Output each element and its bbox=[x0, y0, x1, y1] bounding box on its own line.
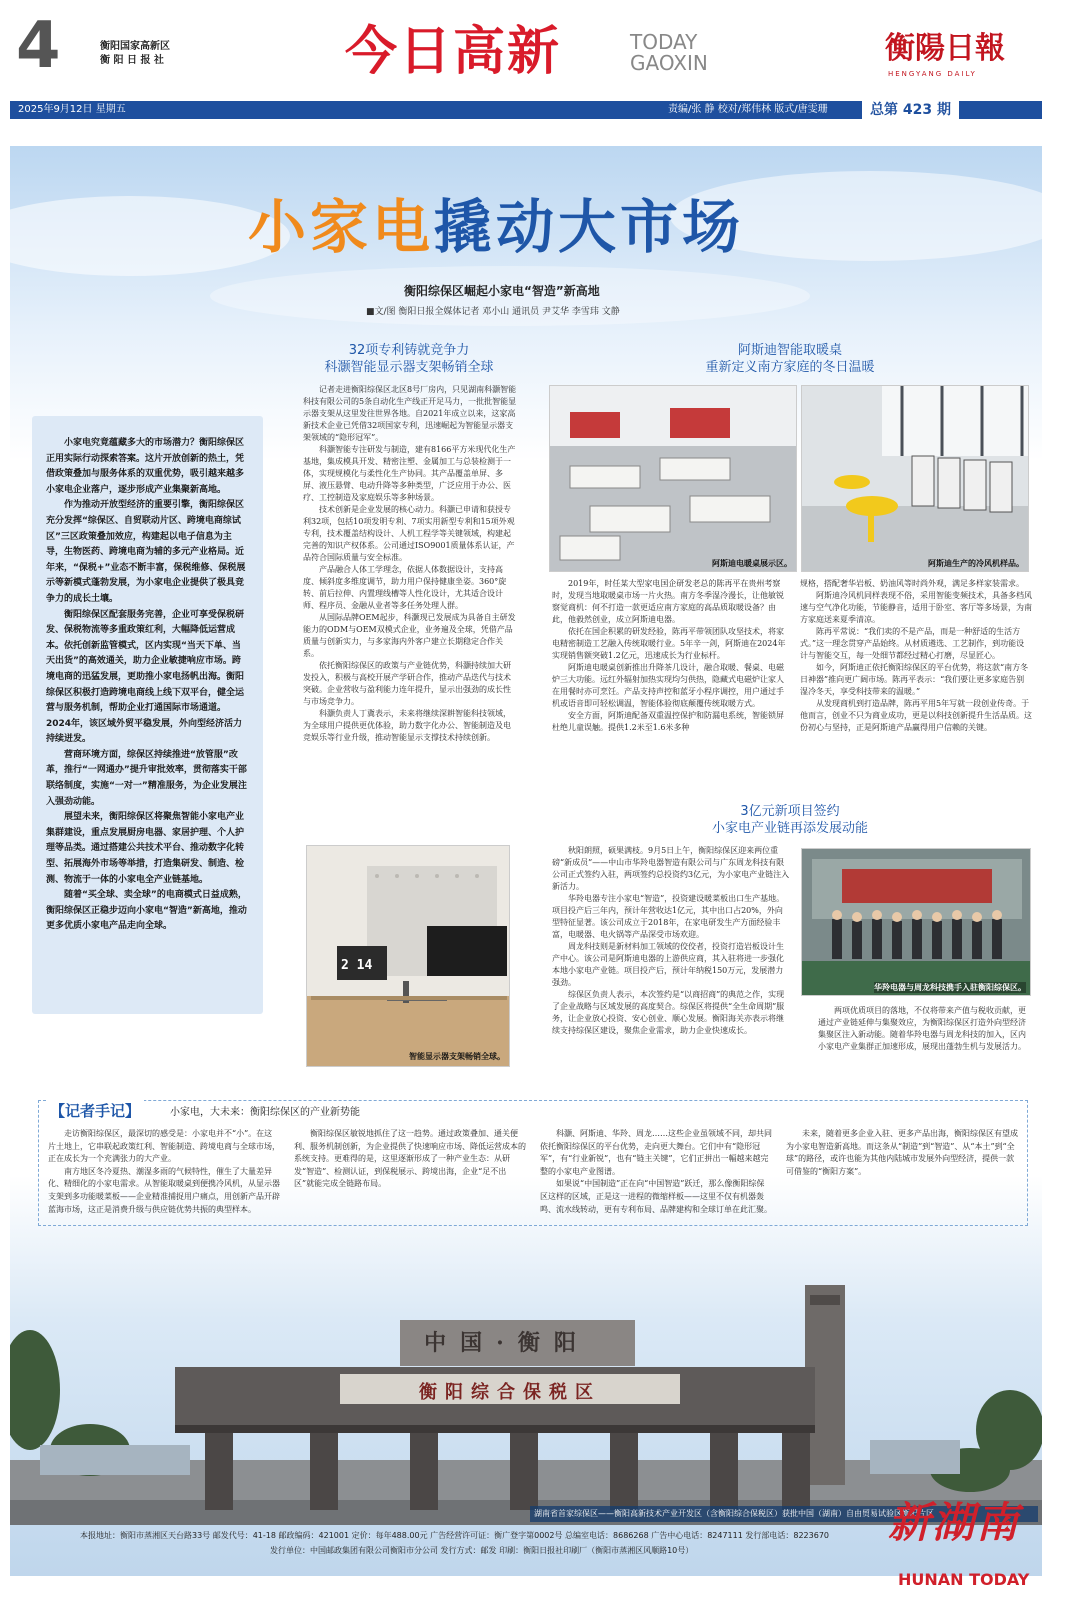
notes-paragraph: 未来，随着更多企业入驻、更多产品出海，衡阳综保区有望成为小家电智造新高地。而这条从“制造”到“智造”、从“本土”到“全球”的路径，或许也能为其他内陆城市发展外向型经济，提供一款可借鉴的“衡阳方案”。 bbox=[786, 1129, 1018, 1176]
notes-column-3 bbox=[540, 1128, 772, 1220]
section-3-body-right bbox=[818, 1005, 1032, 1071]
section-2-subtitle: 重新定义南方家庭的冬日温暖 bbox=[705, 360, 875, 375]
article-paragraph: 陈再平常说：“我们卖的不是产品，而是一种舒适的生活方式。”这一理念贯穿产品始终。从材质遴选、工艺制作，到功能设计与智能交互，每一处细节都经过精心打磨，尽显匠心。 bbox=[800, 627, 1025, 660]
brand-en-line-2: GAOXIN bbox=[630, 51, 708, 75]
intro-paragraph: 随着“买全球、卖全球”的电商模式日益成熟，衡阳综保区正稳步迈向小家电“智造”新高地，推动更多优质小家电产品走向全球。 bbox=[46, 890, 247, 932]
article-paragraph: 2019年，时任某大型家电国企研发老总的陈再平在贵州考察时，发现当地取暖桌市场一片火热。南方冬季湿冷漫长，让他敏锐察觉商机：何不打造一款更适应南方家庭的高品质取暖设备？由此，他毅然创业，成立阿斯迪电器。 bbox=[552, 579, 784, 624]
notes-paragraph: 衡阳综保区敏锐地抓住了这一趋势。通过政策叠加、通关便利、服务机制创新，为企业提供了快速响应市场、降低运营成本的系统支持。更难得的是，这里逐渐形成了一种产业生态：从研发“智造”、检测认证，到保税展示、跨境出海，企业“足不出区”就能完成全链路布局。 bbox=[294, 1129, 526, 1189]
gate-main-sign: 衡阳综合保税区 bbox=[419, 1382, 601, 1403]
byline: ■文/图 衡阳日报全媒体记者 邓小山 通讯员 尹艾华 李雪玮 文静 bbox=[366, 307, 620, 317]
article-paragraph: 周龙科技则是新材料加工领域的佼佼者，投资打造岩板设计生产中心。该公司是阿斯迪电器的上游供应商，其入驻将进一步强化本地小家电产业链。项目投产后，预计年纳税150万元，发展潜力强劲。 bbox=[552, 942, 784, 987]
article-paragraph: 技术创新是企业发展的核心动力。科灏已申请和获授专利32项，包括10项发明专利、7项实用新型专利和15项外观专利，技术覆盖结构设计、人机工程学等关键领域，构建起完善的知识产权体系。公司通过ISO9001质量体系认证，产品符合国际质量与安全标准。 bbox=[303, 505, 515, 562]
notes-paragraph: 如果说“中国制造”正在向“中国智造”跃迁，那么像衡阳综保区这样的区域，正是这一进程的微缩样板——这里不仅有机器轰鸣、流水线转动，更有专利布局、品牌建构和全球订单在此汇聚。 bbox=[540, 1179, 772, 1214]
gate-top-sign: 中国·衡阳 bbox=[424, 1330, 590, 1356]
photo-caption: 智能显示器支架畅销全球。 bbox=[409, 1052, 505, 1061]
signing-ceremony-illustration bbox=[802, 849, 1031, 996]
article-paragraph: 如今，阿斯迪正依托衡阳综保区的平台优势，将这款“南方冬日神器”推向更广阔市场。陈再平表示：“我们要让更多家庭告别湿冷冬天，享受科技带来的温暖。” bbox=[800, 663, 1029, 696]
article-paragraph: 依托在国企积累的研发经验，陈再平带领团队攻坚技术，将家电精密制造工艺融入传统取暖行业。5年辛一剑，阿斯迪在2024年实现销售额突破1.2亿元，迅速成长为行业标杆。 bbox=[552, 627, 786, 660]
headline-part-2: 撬动大市场 bbox=[434, 193, 745, 261]
newspaper-logo: 衡陽日報 bbox=[885, 31, 1005, 66]
photo-caption: 阿斯迪电暖桌展示区。 bbox=[712, 559, 792, 568]
article-paragraph: 华羚电器专注小家电“智造”，投资建设暖菜板出口生产基地。项目投产后三年内，预计年营收达1亿元，其中出口占20%，外向型特征显著。该公司成立于2018年，在家电研发生产方面经验丰富，电暖器、电火锅等产品深受市场欢迎。 bbox=[552, 894, 785, 939]
footer-line-1: 本报地址：衡阳市蒸湘区天台路33号 邮发代号：41-18 邮政编码：421001 定价：每年488.00元 广告经营许可证：衡广登字第0002号 总编室电话：8686268 广告中心电话：8247111 发行部电话：8223670 bbox=[80, 1531, 829, 1540]
intro-paragraph: 作为推动开放型经济的重要引擎，衡阳综保区充分发挥“综保区、自贸联动片区、跨境电商综试区”三区政策叠加效应，构建起以电子信息为主导，生物医药、跨境电商为辅的多元产业格局。近年来，“保税+”业态不断丰富，保税维修、保税展示等新模式蓬勃发展，为小家电企业提供了极具竞争力的成长土壤。 bbox=[46, 500, 246, 604]
section-3-body-left bbox=[552, 845, 790, 1065]
section-2-heading bbox=[660, 342, 920, 376]
air-cooler-photo bbox=[801, 385, 1029, 572]
watermark-logo: 新湖南 bbox=[888, 1498, 1021, 1547]
intro-paragraph: 营商环境方面，综保区持续推进“放管服”改革，推行“一网通办”提升审批效率，贯彻落实干部联络制度，实施“一对一”精准服务，为企业发展注入强劲动能。 bbox=[46, 749, 247, 807]
article-paragraph: 阿斯迪冷风机同样表现不俗，采用智能变频技术，具备多档风速与空气净化功能，节能静音，适用于卧室、客厅等多场景，为南方家庭送来夏季清凉。 bbox=[800, 591, 1032, 624]
brand-en-line-1: TODAY bbox=[630, 30, 698, 54]
monitor-stand-photo bbox=[306, 845, 510, 1067]
section-2-body-right bbox=[800, 578, 1032, 778]
article-paragraph: 两项优质项目的落地，不仅将带来产值与税收贡献，更通过产业链延伸与集聚效应，为衡阳综保区打造外向型经济集聚区注入新动能。随着华羚电器与周龙科技的加入，区内小家电产业集群正加速形成，展现出蓬勃生机与发展活力。 bbox=[818, 1006, 1026, 1051]
section-brand-title: 今日高新 bbox=[345, 22, 562, 82]
article-paragraph: 安全方面，阿斯迪配备双重温控保护和防漏电系统，智能锁屏杜绝儿童误触。提供1.2米至1.6米多种 bbox=[552, 711, 784, 732]
page-number: 4 bbox=[16, 9, 61, 83]
section-2-body-left bbox=[552, 578, 790, 778]
heating-table-showroom-photo bbox=[549, 385, 797, 572]
date-bar bbox=[10, 101, 1042, 119]
article-paragraph: 依托衡阳综保区的政策与产业链优势，科灏持续加大研发投入，积极与高校开展产学研合作，推动产品迭代与技术突破。企业营收与盈利能力连年提升，显示出强劲的成长性与市场竞争力。 bbox=[303, 661, 511, 706]
photo-caption: 华羚电器与周龙科技携手入驻衡阳综保区。 bbox=[874, 983, 1026, 992]
issue-date: 2025年9月12日 星期五 bbox=[18, 104, 126, 115]
air-cooler-illustration bbox=[802, 386, 1029, 572]
reporter-notes-label: 【记者手记】 bbox=[46, 1100, 144, 1121]
article-paragraph: 从发现商机到打造品牌，陈再平用5年写就一段创业传奇。于他而言，创业不只为商业成功，更是以科技创新提升生活品质。这份初心与坚持，正是阿斯迪产品赢得用户信赖的关键。 bbox=[800, 699, 1032, 732]
signing-ceremony-photo bbox=[801, 848, 1031, 996]
section-3-heading bbox=[680, 803, 900, 837]
footer-line-2: 发行单位：中国邮政集团有限公司衡阳市分公司 发行方式：邮发 印刷：衡阳日报社印刷厂（衡阳市蒸湘区风顺路10号） bbox=[270, 1546, 694, 1555]
intro-box bbox=[32, 416, 263, 1014]
watermark-english: HUNAN TODAY bbox=[898, 1570, 1030, 1589]
gate-photo-caption: 湖南省首家综保区——衡阳高新技术产业开发区（含衡阳综合保税区）获批中国（湖南）自由贸易试验区衡阳片区 bbox=[530, 1506, 1038, 1522]
notes-paragraph: 走访衡阳综保区，最深切的感受是：小家电并不“小”。在这片土地上，它串联起政策红利、智能制造、跨境电商与全球市场，正在成长为一个充满张力的大产业。 bbox=[48, 1129, 280, 1164]
monitor-stand-illustration bbox=[307, 846, 510, 1067]
org-line-2: 衡 阳 日 报 社 bbox=[100, 55, 164, 66]
section-1-body bbox=[303, 384, 517, 830]
article-paragraph: 阿斯迪电暖桌创新推出升降茶几设计，融合取暖、餐桌、电磁炉三大功能。远红外辐射加热实现均匀供热，隐藏式电磁炉让家人在用餐时亦可烹饪。产品支持声控和蓝牙小程序调控，用户通过手机或语音即可轻松调温，智能体验彻底颠覆传统取暖方式。 bbox=[552, 663, 784, 708]
intro-paragraph: 展望未来，衡阳综保区将聚焦智能小家电产业集群建设，重点发展厨房电器、家居护理、个人护理等品类。通过搭建公共技术平台、推动数字化转型、拓展海外市场等举措，打造集研发、制造、检测、物流于一体的小家电全产业链基地。 bbox=[46, 812, 245, 885]
article-paragraph: 规格，搭配奢华岩板、奶油风等时尚外观，满足多样家装需求。 bbox=[800, 579, 1024, 588]
article-paragraph: 产品融合人体工学理念，依据人体数据设计，支持高度、倾斜度多维度调节，助力用户保持健康坐姿。360°旋转、前后拉伸、内置理线槽等人性化设计，尤其适合设计师、程序员、金融从业者等多任务处理人群。 bbox=[303, 565, 507, 610]
intro-paragraph: 衡阳综保区配套服务完善，企业可享受保税研发、保税物流等多重政策红利，大幅降低运营成本。依托创新监管模式，区内实现“当天下单、当天出货”的高效通关，助力企业敏捷响应市场。跨境电商的迅猛发展，更助推小家电扬帆出海。衡阳综保区积极打造跨境电商线上线下双平台，健全运营与服务机制，帮助企业打通国际市场通道。2024年，该区域外贸平稳发展，外向型经济活力持续迸发。 bbox=[46, 609, 245, 745]
showroom-illustration bbox=[550, 386, 797, 572]
reporter-notes-subtitle: 小家电，大未来：衡阳综保区的产业新势能 bbox=[170, 1107, 360, 1118]
headline-part-1: 小家电 bbox=[248, 193, 435, 261]
article-paragraph: 从国际品牌OEM起步，科灏现已发展成为具备自主研发能力的ODM与OEM双模式企业，业务遍及全球，凭借产品质量与创新实力，与多家海内外客户建立长期稳定合作关系。 bbox=[303, 613, 516, 658]
photo-caption: 阿斯迪生产的冷风机样品。 bbox=[928, 559, 1024, 568]
clock-display: 2 14 bbox=[341, 958, 373, 973]
article-paragraph: 记者走进衡阳综保区北区8号厂房内，只见湖南科灏智能科技有限公司的5条自动化生产线正开足马力，一批批智能显示器支架从这里发往世界各地。自2021年成立以来，这家高新技术企业已凭借32项国家专利，迅速崛起为智能显示器支架领域的“隐形冠军”。 bbox=[303, 385, 517, 442]
notes-column-4 bbox=[786, 1128, 1022, 1220]
article-paragraph: 科灏智能专注研发与制造，建有8166平方米现代化生产基地，集成模具开发、精密注塑、金属加工与总装检测于一体，实现规模化与柔性化生产协同。其产品覆盖单屏、多屏、液压悬臂、电动升降等多种类型，广泛应用于办公、医疗、工控制造及家庭娱乐等多种场景。 bbox=[303, 445, 516, 502]
editorial-staff: 责编/张 静 校对/郑伟林 版式/唐雯珊 bbox=[668, 104, 828, 115]
section-3-title: 3亿元新项目签约 bbox=[740, 804, 840, 819]
notes-column-1 bbox=[48, 1128, 280, 1220]
feature-headline bbox=[248, 193, 745, 261]
section-brand-english bbox=[630, 32, 708, 74]
section-1-title: 32项专利铸就竞争力 bbox=[348, 343, 470, 358]
section-2-title: 阿斯迪智能取暖桌 bbox=[737, 343, 842, 358]
section-1-subtitle: 科灏智能显示器支架畅销全球 bbox=[324, 360, 494, 375]
notes-paragraph: 南方地区冬冷夏热、潮湿多雨的气候特性，催生了大量差异化、精细化的小家电需求。从智能取暖桌到便携冷风机，从显示器支架到多功能暖菜板——企业精准捕捉用户痛点，用创新产品开辟蓝海市场，这正是消费升级与供应链优势共振的典型样本。 bbox=[48, 1166, 280, 1214]
section-3-subtitle: 小家电产业链再添发展动能 bbox=[711, 821, 868, 836]
article-paragraph: 综保区负责人表示，本次签约是“以商招商”的典范之作，实现了企业战略与区域发展的高度契合。综保区将提供“全生命周期”服务，让企业放心投资、安心创业、顺心发展。衡阳海关亦表示将继续支持综保区建设，聚焦企业需求，助力企业快速成长。 bbox=[552, 990, 785, 1035]
section-1-heading bbox=[300, 342, 518, 376]
publisher-info bbox=[100, 40, 170, 68]
notes-column-2 bbox=[294, 1128, 526, 1220]
newspaper-logo-english: HENGYANG DAILY bbox=[888, 70, 977, 78]
notes-paragraph: 科灏、阿斯迪、华羚、周龙……这些企业虽领域不同，却共同依托衡阳综保区的平台优势，走向更大舞台。它们中有“隐形冠军”，有“行业新锐”，也有“链主关键”，它们正拼出一幅越来越完整的小家电产业图谱。 bbox=[540, 1129, 772, 1176]
article-paragraph: 秋阳朗照，硕果满枝。9月5日上午，衡阳综保区迎来两位重磅“新成员”——中山市华羚电器智造有限公司与广东周龙科技有限公司正式签约入驻，两项签约总投资约3亿元，为小家电产业链注入新活力。 bbox=[552, 846, 790, 891]
org-line-1: 衡阳国家高新区 bbox=[100, 41, 170, 52]
feature-subheadline: 衡阳综保区崛起小家电“智造”新高地 bbox=[404, 284, 600, 298]
issue-number: 总第 423 期 bbox=[862, 101, 959, 119]
intro-paragraph: 小家电究竟蕴藏多大的市场潜力？衡阳综保区正用实际行动探索答案。这片开放创新的热土，凭借政策叠加与服务体系的双重优势，吸引越来越多小家电企业落户，逐步形成产业集聚新高地。 bbox=[46, 438, 245, 495]
article-paragraph: 科灏负责人丁冀表示，未来将继续深耕智能科技领域，为全球用户提供更优体验，助力数字化办公、智能制造及电竞娱乐等行业升级，推动智能显示支撑技术持续创新。 bbox=[303, 709, 511, 742]
